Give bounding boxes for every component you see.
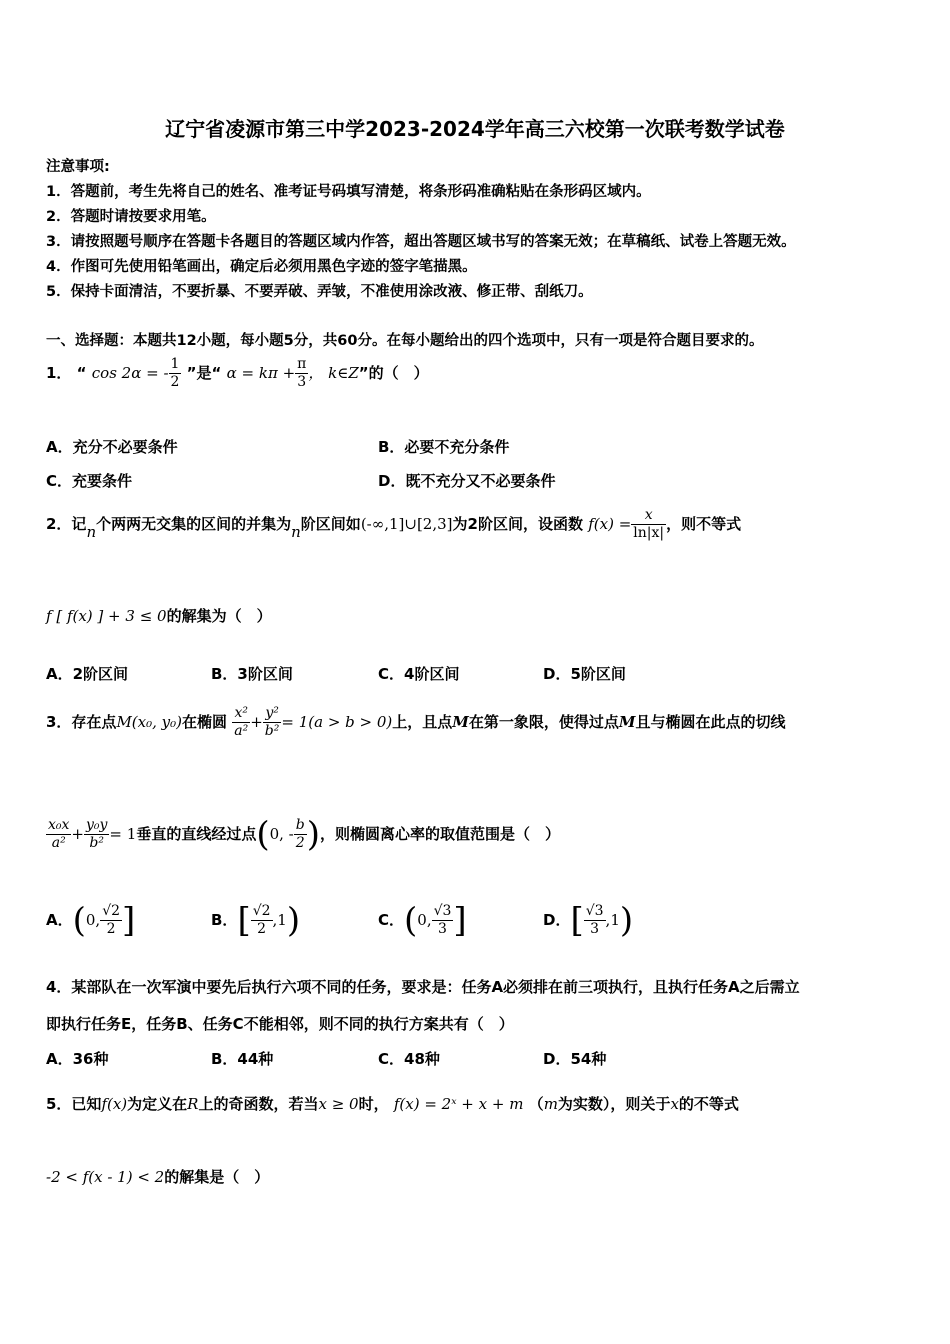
q3-text-4: 且与椭圆在此点的切线 bbox=[635, 713, 786, 731]
q4-option-b[interactable]: B．44种 bbox=[211, 1050, 274, 1068]
q2-text-2: 阶区间如 bbox=[300, 515, 361, 533]
note-item-4: 4．作图可先使用铅笔画出，确定后必须用黑色字迹的签字笔描黑。 bbox=[46, 259, 477, 275]
q5-text-5: 为实数），则关于 bbox=[557, 1095, 671, 1113]
q4-option-d[interactable]: D．54种 bbox=[543, 1050, 607, 1068]
q3-x-fraction bbox=[232, 705, 250, 740]
question-3: 3．存在点M(x₀, y₀)在椭圆 $\frac{\text{x²}}{\text{a²}}$ + $\frac{\text{y²}}{\text{b²}}$ = 1(a > b > 0)上，且点M在第一象限，使得过点M且与椭圆在此点的切线 bbox=[46, 705, 786, 739]
q1-alpha-lhs: α = kπ + bbox=[226, 364, 296, 382]
q3-option-c-label: C． bbox=[378, 911, 405, 929]
section-heading: 一、选择题：本题共12小题，每小题5分，共60分。在每小题给出的四个选项中，只有一项是符合题目要求的。 bbox=[46, 333, 764, 349]
q2-text-4: ，则不等式 bbox=[666, 515, 742, 533]
q1-half-den: 2 bbox=[170, 374, 180, 390]
q5-condition: x ≥ 0 bbox=[318, 1095, 359, 1113]
q5-text-3: 时， bbox=[358, 1095, 389, 1113]
q3-option-c-den: 3 bbox=[432, 920, 454, 938]
q5-function: f(x) = 2ˣ + x + m bbox=[393, 1095, 524, 1113]
q2-line-2 bbox=[46, 605, 272, 626]
q3-point-open: 0, - bbox=[269, 825, 294, 843]
q1-pi-den: 3 bbox=[295, 373, 308, 391]
q3-option-a-label: A． bbox=[46, 911, 73, 929]
q5-text-1: 为定义在 bbox=[127, 1095, 188, 1113]
q1-quote-open: “ bbox=[76, 364, 87, 382]
q3-option-d-right: ,1 bbox=[605, 911, 620, 929]
q4-line-2: 即执行任务E，任务B、任务C不能相邻，则不同的执行方案共有（ ） bbox=[46, 1015, 514, 1033]
q3-a2: a² bbox=[234, 723, 249, 739]
q5-x: x bbox=[670, 1095, 679, 1113]
q3-x2: x² bbox=[234, 705, 248, 721]
q1-option-c[interactable]: C．充要条件 bbox=[46, 472, 133, 490]
q3-eq2: = 1 bbox=[109, 825, 137, 843]
q3-option-b-num: √2 bbox=[252, 903, 271, 919]
q1-number: 1． bbox=[46, 364, 72, 382]
q3-y0y-fraction bbox=[84, 817, 109, 852]
q5-inequality: -2 < f(x - 1) < 2 bbox=[46, 1168, 165, 1186]
q1-pi-num: π bbox=[297, 356, 307, 372]
q3-option-d-den: 3 bbox=[584, 920, 606, 938]
q2-lead: 2．记 bbox=[46, 515, 87, 533]
note-item-2: 2．答题时请按要求用笔。 bbox=[46, 209, 216, 225]
q3-option-b-right: ,1 bbox=[272, 911, 287, 929]
q2-f-lhs: f(x) = bbox=[588, 515, 632, 533]
q1-option-a[interactable]: A．充分不必要条件 bbox=[46, 438, 178, 456]
q3-text-1: 在椭圆 bbox=[182, 713, 228, 731]
q3-option-a-den: 2 bbox=[100, 920, 122, 938]
q1-pi-fraction bbox=[295, 356, 308, 391]
q2-interval: (-∞,1]∪[2,3] bbox=[360, 515, 453, 533]
q3-b-den: 2 bbox=[294, 834, 307, 852]
q1-half-fraction bbox=[169, 356, 182, 391]
q5-text-7: 的解集是（ ） bbox=[164, 1168, 270, 1186]
note-item-3: 3．请按照题号顺序在答题卡各题目的答题区域内作答，超出答题区域书写的答案无效；在草稿纸、试卷上答题无效。 bbox=[46, 234, 796, 250]
q3-m1: M bbox=[452, 713, 469, 731]
q3-b2-b: b² bbox=[84, 834, 109, 852]
q3-option-a-fraction bbox=[100, 903, 122, 938]
q3-text-3: 在第一象限，使得过点 bbox=[468, 713, 619, 731]
q3-y2: y² bbox=[265, 705, 279, 721]
q3-option-a[interactable]: A．(0, $\frac{√2}{2}$ ] bbox=[46, 900, 136, 941]
page-title: 辽宁省凌源市第三中学2023-2024学年高三六校第一次联考数学试卷 bbox=[165, 117, 785, 141]
q2-f-den: ln|x| bbox=[633, 525, 665, 541]
q3-lead: 3．存在点 bbox=[46, 713, 117, 731]
q2-inequality: f [ f(x) ] + 3 ≤ 0 bbox=[46, 607, 167, 625]
q5-m: m bbox=[543, 1095, 558, 1113]
q3-option-b-den: 2 bbox=[251, 920, 273, 938]
q2-f-num: x bbox=[644, 507, 653, 523]
q3-option-a-left: 0, bbox=[85, 911, 101, 929]
q3-b2: b² bbox=[264, 723, 280, 739]
q4-option-c[interactable]: C．48种 bbox=[378, 1050, 440, 1068]
q3-option-c-num: √3 bbox=[433, 903, 452, 919]
q1-cos-lhs: cos 2α = - bbox=[91, 364, 169, 382]
q5-lead: 5．已知 bbox=[46, 1095, 102, 1113]
q3-y-fraction bbox=[263, 705, 282, 740]
q3-option-b[interactable]: B．[ $\frac{√2}{2}$ ,1) bbox=[211, 900, 301, 941]
q2-f-fraction bbox=[631, 507, 666, 542]
q3-option-d-num: √3 bbox=[585, 903, 604, 919]
q2-option-d[interactable]: D．5阶区间 bbox=[543, 665, 626, 683]
q1-half-num: 1 bbox=[170, 356, 180, 372]
q3-text-6: ，则椭圆离心率的取值范围是（ ） bbox=[319, 825, 560, 843]
q2-option-c[interactable]: C．4阶区间 bbox=[378, 665, 460, 683]
q3-eq1: = 1(a > b > 0) bbox=[281, 713, 393, 731]
q2-n1: n bbox=[86, 523, 97, 541]
q1-kz: ， k∈Z bbox=[308, 364, 359, 382]
question-5 bbox=[46, 1093, 739, 1114]
q2-n2: n bbox=[291, 523, 301, 541]
q3-option-c-fraction bbox=[432, 903, 454, 938]
q2-text-5: 的解集为（ ） bbox=[166, 607, 272, 625]
q3-b-fraction bbox=[294, 817, 307, 852]
q2-text-1: 个两两无交集的区间的并集为 bbox=[96, 515, 292, 533]
q3-line-2: $\frac{\text{x₀x}}{\text{a²}}$ + $\frac{\text{y₀y}}{\text{b²}}$ = 1垂直的直线经过点(0, - $\frac{b}{2}$ )，则椭圆离心率的取值范围是（ ） bbox=[48, 814, 560, 855]
note-item-5: 5．保持卡面清洁，不要折暴、不要弄破、弄皱，不准使用涂改液、修正带、刮纸刀。 bbox=[46, 284, 593, 300]
q3-text-5: 垂直的直线经过点 bbox=[136, 825, 257, 843]
q1-option-b[interactable]: B．必要不充分条件 bbox=[378, 438, 510, 456]
q5-text-4: （ bbox=[528, 1095, 544, 1113]
q3-option-b-fraction bbox=[251, 903, 273, 938]
q2-option-a[interactable]: A．2阶区间 bbox=[46, 665, 129, 683]
q3-point: M(x₀, y₀) bbox=[116, 713, 182, 731]
q2-text-3: 为2阶区间，设函数 bbox=[452, 515, 583, 533]
q3-option-c-left: 0, bbox=[417, 911, 432, 929]
q1-option-d[interactable]: D．既不充分又不必要条件 bbox=[378, 472, 556, 490]
q3-x0x-fraction bbox=[46, 817, 71, 852]
q3-option-c[interactable]: C．(0, $\frac{√3}{3}$ ] bbox=[378, 900, 467, 941]
q3-y0y: y₀y bbox=[85, 817, 108, 833]
q1-mid: ”是“ bbox=[186, 364, 222, 382]
notes-heading: 注意事项: bbox=[46, 159, 110, 175]
q3-a2-b: a² bbox=[46, 834, 71, 852]
q3-option-d-label: D． bbox=[543, 911, 571, 929]
q1-tail: ”的（ ） bbox=[358, 364, 429, 382]
q3-option-d[interactable]: D．[ $\frac{√3}{3}$ ,1) bbox=[543, 900, 634, 941]
q3-option-a-num: √2 bbox=[102, 903, 121, 919]
q4-option-a[interactable]: A．36种 bbox=[46, 1050, 109, 1068]
note-item-1: 1．答题前，考生先将自己的姓名、准考证号码填写清楚，将条形码准确粘贴在条形码区域内。 bbox=[46, 184, 651, 200]
q2-option-b[interactable]: B．3阶区间 bbox=[211, 665, 293, 683]
q5-fx: f(x) bbox=[101, 1095, 128, 1113]
q5-text-2: 上的奇函数，若当 bbox=[198, 1095, 319, 1113]
q3-x0x: x₀x bbox=[48, 817, 70, 833]
q3-option-b-label: B． bbox=[211, 911, 238, 929]
question-1 bbox=[46, 356, 429, 391]
q3-b-num: b bbox=[295, 817, 305, 833]
q4-line-1: 4．某部队在一次军演中要先后执行六项不同的任务，要求是：任务A必须排在前三项执行，且执行任务A之后需立 bbox=[46, 978, 800, 996]
q5-line-2 bbox=[46, 1166, 269, 1187]
q3-m2: M bbox=[618, 713, 636, 731]
q3-text-2: 上，且点 bbox=[392, 713, 453, 731]
q5-text-6: 的不等式 bbox=[678, 1095, 739, 1113]
q5-r: R bbox=[187, 1095, 199, 1113]
q3-option-d-fraction bbox=[584, 903, 606, 938]
question-2 bbox=[46, 506, 741, 542]
